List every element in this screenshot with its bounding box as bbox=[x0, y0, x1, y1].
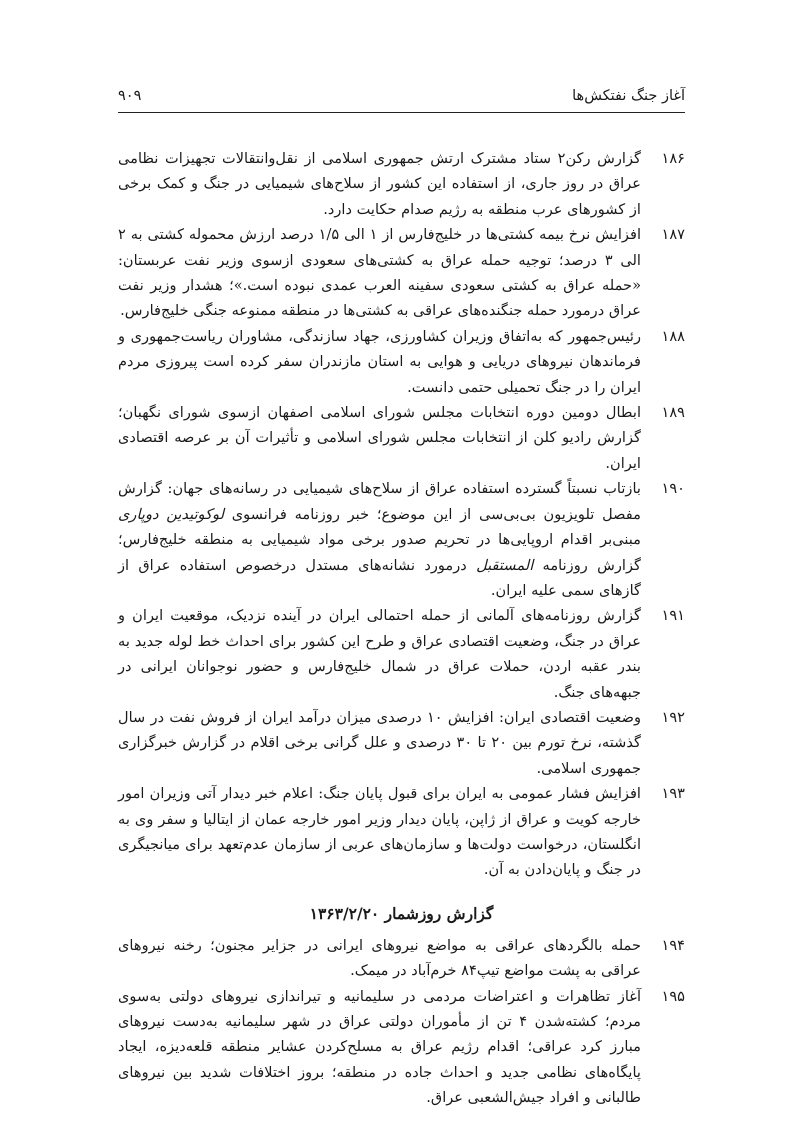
list-item bbox=[118, 324, 685, 400]
item-number: ۱۹۲ bbox=[661, 708, 685, 726]
list-item bbox=[118, 705, 685, 781]
list-item bbox=[118, 603, 685, 705]
newspaper-title: المستقبل bbox=[476, 556, 534, 574]
item-number: ۱۸۶ bbox=[661, 150, 685, 167]
item-number: ۱۹۳ bbox=[661, 785, 685, 803]
item-number: ۱۸۹ bbox=[661, 404, 685, 422]
item-text: وضعیت اقتصادی ایران: افزایش ۱۰ درصدی میزان درآمد ایران از فروش نفت در سال گذشته، نرخ تورم بین ۲۰ تا ۳۰ درصدی و علل گرانی برخی اقلام در گزارش خبرگزاری جمهوری اسلامی. bbox=[118, 708, 642, 777]
item-text: مبنی‌بر اقدام اروپایی‌ها در تحریم صدور برخی مواد شیمیایی به منطقه خلیج‌فارس؛ گزارش روزنامه bbox=[118, 531, 641, 574]
page-number: ۹۰۹ bbox=[118, 88, 142, 104]
item-text: آغاز تظاهرات و اعتراضات مردمی در سلیمانیه و تیراندازی نیروهای دولتی به‌سوی مردم؛ کشته‌شدن ۴ تن از مأموران دولتی عراق در شهر سلیمانیه به‌دست نیروهای مبارز کرد عراقی؛ اقدام رژیم عراق به مسلح‌کردن عشایر منطقه قلعه‌دیزه، ایجاد پایگاه‌های نظامی جدید و احداث جاده در منطقه؛ بروز اختلافات شدید بین نیروهای طالبانی و افراد جیش‌الشعبی عراق. bbox=[118, 987, 641, 1107]
list-item bbox=[118, 933, 685, 984]
page-header bbox=[118, 86, 685, 113]
item-number: ۱۸۷ bbox=[661, 226, 685, 244]
list-item bbox=[118, 781, 685, 883]
list-item bbox=[118, 222, 685, 324]
item-number: ۱۹۰ bbox=[661, 480, 685, 498]
item-number: ۱۹۱ bbox=[661, 607, 685, 625]
item-text: ابطال دومین دوره انتخابات مجلس شورای اسلامی اصفهان ازسوی شورای نگهبان؛ گزارش رادیو کلن از انتخابات مجلس شورای اسلامی و تأثیرات آن بر عرصه اقتصادی ایران. bbox=[118, 404, 641, 472]
list-item bbox=[118, 146, 685, 222]
list-item bbox=[118, 984, 685, 1111]
page-content bbox=[118, 146, 685, 1111]
newspaper-title: لوکوتیدین دوپاری bbox=[118, 505, 225, 523]
item-text: درمورد نشانه‌های مستدل درخصوص استفاده عراق از گازهای سمی علیه ایران. bbox=[118, 556, 641, 599]
item-text: افزایش نرخ بیمه کشتی‌ها در خلیج‌فارس از ۱ الی ۱/۵ درصد ارزش محموله کشتی به ۲ الی ۳ درصد؛ توجیه حمله عراق به کشتی‌های سعودی ازسوی وزیر نفت عربستان: «حمله عراق به کشتی سعودی سفینه العرب عمدی نبوده است.»؛ هشدار وزیر نفت عراق درمورد حمله جنگنده‌های عراقی به کشتی‌ها در منطقه ممنوعه جنگی خلیج‌فارس. bbox=[118, 226, 642, 320]
item-text: بازتاب نسبتاً گسترده استفاده عراق از سلاح‌های شیمیایی در رسانه‌های جهان: گزارش مفصل تلویزیون بی‌بی‌سی از این موضوع؛ خبر روزنامه فرانسوی bbox=[118, 480, 641, 523]
list-item bbox=[118, 476, 685, 603]
item-text: افزایش فشار عمومی به ایران برای قبول پایان جنگ: اعلام خبر دیدار آتی وزیران امور خارجه کویت و عراق از ژاپن، پایان دیدار وزیر امور خارجه عمان از ایتالیا و سفر وی به انگلستان، درخواست دولت‌ها و سازمان‌های عربی از سازمان عدم‌تعهد برای میانجیگری در جنگ و پایان‌دادن به آن. bbox=[118, 785, 641, 879]
item-number: ۱۹۴ bbox=[661, 936, 685, 954]
item-text: رئیس‌جمهور که به‌اتفاق وزیران کشاورزی، جهاد سازندگی، مشاوران ریاست‌جمهوری و فرماندهان نیروهای دریایی و هوایی به استان مازندران سفر کرده است پیروزی مردم ایران را در جنگ تحمیلی حتمی دانست. bbox=[118, 327, 641, 396]
list-item bbox=[118, 400, 685, 476]
running-title: آغاز جنگ نفتکش‌ها bbox=[572, 88, 685, 104]
section-title: گزارش روزشمار ۱۳۶۳/۲/۲۰ bbox=[309, 903, 494, 923]
item-number: ۱۸۸ bbox=[661, 327, 685, 345]
item-text: گزارش رکن۲ ستاد مشترک ارتش جمهوری اسلامی از نقل‌وانتقالات تجهیزات نظامی عراق در روز جاری، از استفاده این کشور از سلاح‌های شیمیایی در جنگ و کمک برخی از کشورهای عرب منطقه به رژیم صدام حکایت دارد. bbox=[118, 150, 641, 218]
item-text: حمله بالگردهای عراقی به مواضع نیروهای ایرانی در جزایر مجنون؛ رخنه نیروهای عراقی به پشت مواضع تیپ۸۴ خرم‌آباد در میمک. bbox=[118, 936, 641, 980]
item-text: گزارش روزنامه‌های آلمانی از حمله احتمالی ایران در آینده نزدیک، موقعیت ایران و عراق در جنگ، وضعیت اقتصادی عراق و طرح این کشور برای احداث خط لوله جدید به بندر عقبه اردن، حملات عراق در شمال خلیج‌فارس و حضور نوجوانان ایرانی در جبهه‌های جنگ. bbox=[118, 607, 641, 701]
item-number: ۱۹۵ bbox=[661, 987, 685, 1005]
